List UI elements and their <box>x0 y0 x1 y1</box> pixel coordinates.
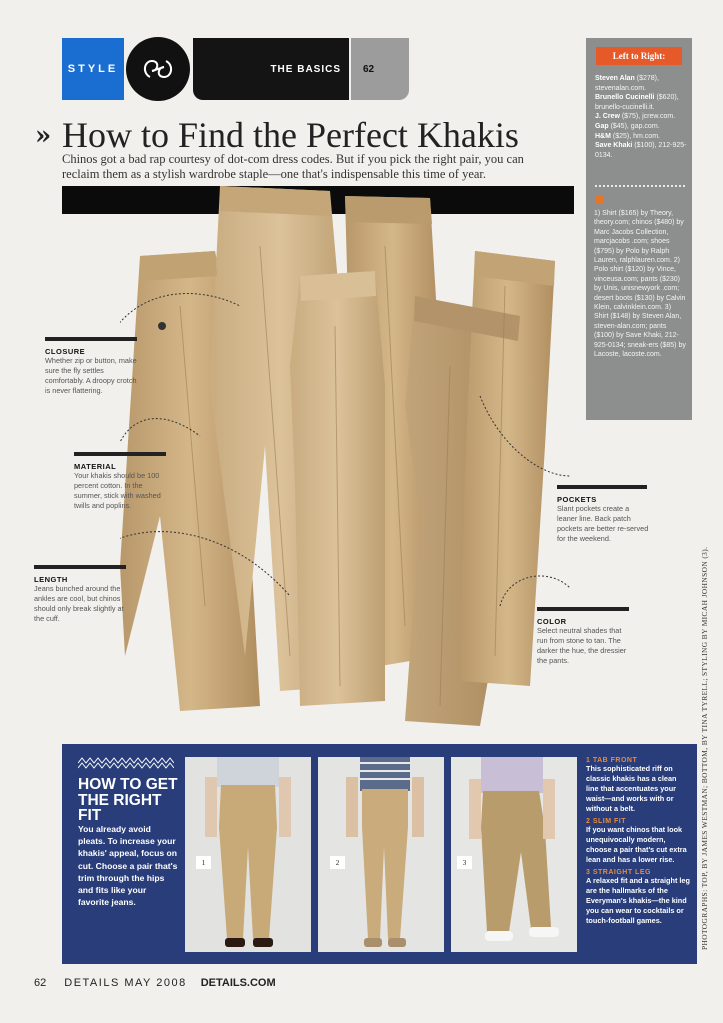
credit-line: Steven Alan ($278), stevenalan.com. <box>595 75 659 92</box>
fit-title: HOW TO GET THE RIGHT FIT <box>78 776 178 824</box>
photo-number: 3 <box>457 856 472 869</box>
photo-credit: PHOTOGRAPHS: TOP, BY JAMES WESTMAN; BOTTOM, BY TINA TYRELL; STYLING BY MICAH JOHNSON (3). <box>700 546 709 950</box>
article-title: How to Find the Perfect Khakis <box>62 115 519 155</box>
footer-site: DETAILS.COM <box>200 977 276 989</box>
credit-line: H&M ($25), hm.com. <box>595 132 660 140</box>
length-rule <box>34 565 126 569</box>
footer-page-number: 62 <box>34 977 47 989</box>
khaki-pants-illustration <box>120 186 570 731</box>
photo-number: 2 <box>330 856 345 869</box>
fit-photo-straight-leg <box>451 757 577 952</box>
fit-item-head: 3 STRAIGHT LEG <box>586 869 651 876</box>
material-rule <box>74 452 166 456</box>
color-rule <box>537 607 629 611</box>
fit-item-body: This sophisticated riff on classic khakis has a clean line that accentuates your waist—and works with or without a belt. <box>586 764 677 813</box>
fit-photo-tab-front <box>185 757 311 952</box>
footer <box>34 977 276 989</box>
fit-photo-slim-fit <box>318 757 444 952</box>
fit-item-body: If you want chinos that look unequivocally modern, choose a pair that's cut extra lean and has a lower rise. <box>586 825 687 864</box>
article-dek: Chinos got a bad rap courtesy of dot-com dress codes. But if you pick the right pair, you can reclaim them as a stylish wardrobe staple—one that's indispensable this time of year. <box>62 152 524 181</box>
chevron-icon: » <box>35 121 52 151</box>
pockets-rule <box>557 485 647 489</box>
credits-top <box>595 74 687 160</box>
header-page-number: 62 <box>351 38 409 100</box>
fit-item-head: 1 TAB FRONT <box>586 757 638 764</box>
callout-length: LENGTH Jeans bunched around the ankles are cool, but chinos should only break slightly at the cuff. <box>34 575 124 623</box>
section-label: STYLE <box>67 63 119 75</box>
fit-body: You already avoid pleats. To increase your khakis' appeal, focus on cut. Choose a pair that's trim through the hips and fits like your favorite jeans. <box>78 824 178 908</box>
section-tab-style <box>62 38 124 100</box>
photo-number: 1 <box>196 856 211 869</box>
callout-color: COLOR Select neutral shades that run from stone to tan. The darker the hue, the dressier the pants. <box>537 617 627 665</box>
callout-closure: CLOSURE Whether zip or button, make sure the fly settles comfortably. A droopy crotch is never flattering. <box>45 347 137 395</box>
pretzel-logo-icon <box>126 37 190 101</box>
dotted-divider <box>595 185 685 187</box>
credit-line: Save Khaki ($100), 212-925-0134. <box>595 142 687 159</box>
callout-material: MATERIAL Your khakis should be 100 percent cotton. In the summer, stick with washed twills and poplins. <box>74 462 161 510</box>
credit-line: Gap ($45), gap.com. <box>595 122 660 130</box>
fit-item-body: A relaxed fit and a straight leg are the hallmarks of the Everyman's khakis—the kind you can wear to cocktails or touch-football games. <box>586 876 690 925</box>
left-to-right-label: Left to Right: <box>596 47 682 65</box>
fit-item-head: 2 SLIM FIT <box>586 818 626 825</box>
orange-marker <box>596 196 603 203</box>
closure-rule <box>45 337 137 341</box>
credit-line: J. Crew ($75), jcrew.com. <box>595 113 676 121</box>
fit-list <box>586 757 690 930</box>
footer-magazine: DETAILS MAY 2008 <box>64 977 187 989</box>
callout-pockets: POCKETS Slant pockets create a leaner line. Back patch pockets are better re-served for the weekend. <box>557 495 649 543</box>
credit-line: Brunello Cucinelli ($620), brunello-cucinelli.it. <box>595 94 679 111</box>
column-title: THE BASICS <box>193 38 349 100</box>
zigzag-pattern-icon <box>78 756 174 770</box>
credits-bottom: 1) Shirt ($165) by Theory, theory.com; chinos ($480) by Marc Jacobs Collection, marcjacobs .com; shoes ($795) by Polo by Ralph Lauren, ralphlauren.com. 2) Polo shirt ($120) by Vince, vinceusa.com; pants ($230) by Unis, unisnewyork .com; desert boots ($130) by Calvin Klein, calvinklein.com. 3) Shirt ($148) by Steven Alan, steven-alan.com; pants ($100) by Save Khaki, 212-925-0134; sneak-ers ($85) by Lacoste, lacoste.com. <box>594 210 686 359</box>
